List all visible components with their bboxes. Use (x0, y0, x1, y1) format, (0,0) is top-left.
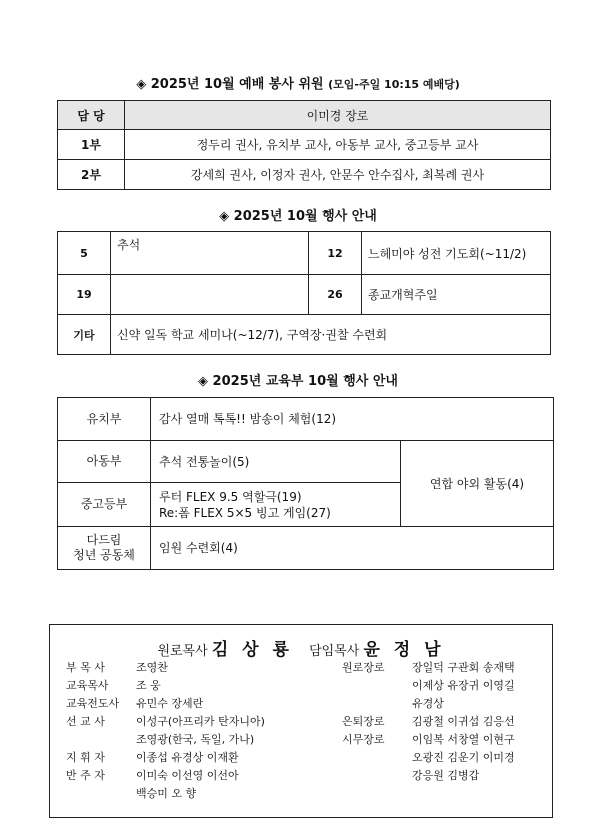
staff-names: 이임복 서창열 이현구 (412, 733, 515, 746)
education-row (58, 398, 554, 441)
staff-role: 부 목 사 (66, 661, 105, 674)
staff-names: 강응원 김병갑 (412, 769, 480, 782)
worship-title-text: ◈ 2025년 10월 예배 봉사 위원 (136, 77, 324, 92)
staff-left-row (66, 695, 203, 711)
events-table (57, 231, 551, 355)
emeritus-label: 원로목사 (157, 644, 208, 659)
worship-table (57, 100, 551, 190)
education-activity: 감사 열매 톡톡!! 밤송이 체험(12) (151, 398, 554, 441)
staff-role: 지 휘 자 (66, 751, 105, 764)
events-etc-row (58, 315, 551, 355)
education-dept-line: 다드림 (86, 533, 122, 547)
staff-names: 오광진 김운기 이미경 (412, 751, 515, 764)
staff-names: 김광철 이귀섭 김응선 (412, 715, 515, 728)
staff-left-row (66, 677, 161, 693)
staff-role: 반 주 자 (66, 769, 105, 782)
worship-note: (모임-주일 10:15 예배당) (328, 78, 460, 91)
events-row (58, 275, 551, 315)
staff-names: 조 웅 (136, 679, 161, 692)
education-table (57, 397, 554, 570)
event-text (111, 275, 309, 315)
staff-left-row (66, 785, 196, 801)
event-text: 추석 (111, 232, 309, 275)
staff-right-row (342, 749, 515, 765)
worship-row-label: 2부 (58, 160, 125, 190)
staff-heading (50, 635, 552, 660)
staff-role: 교육전도사 (66, 697, 120, 710)
worship-row-value: 정두리 권사, 유치부 교사, 아동부 교사, 중고등부 교사 (125, 130, 551, 160)
staff-names: 이성구(아프리카 탄자니아) (136, 715, 265, 728)
emeritus-name: 김 상 룡 (211, 640, 293, 660)
worship-header-value: 이미경 장로 (125, 101, 551, 130)
education-row (58, 441, 554, 483)
staff-right-row (342, 677, 515, 693)
staff-left-row (66, 749, 239, 765)
event-date: 26 (309, 275, 362, 315)
staff-right-row (342, 767, 479, 783)
staff-role: 시무장로 (342, 733, 385, 746)
event-text: 종교개혁주일 (362, 275, 551, 315)
worship-title (0, 73, 596, 92)
education-dept: 유치부 (58, 398, 151, 441)
education-dept: 아동부 (58, 441, 151, 483)
worship-row (58, 160, 551, 190)
staff-names: 유민수 장세란 (136, 697, 204, 710)
staff-left-row (66, 731, 254, 747)
education-row (58, 527, 554, 570)
staff-role: 교육목사 (66, 679, 109, 692)
education-joint-activity: 연합 야외 활동(4) (401, 441, 554, 527)
event-date: 19 (58, 275, 111, 315)
education-activity (151, 483, 401, 527)
events-row (58, 232, 551, 275)
staff-left-row (66, 767, 239, 783)
education-dept: 중고등부 (58, 483, 151, 527)
event-etc-value: 신약 일독 학교 세미나(~12/7), 구역장·권찰 수련회 (111, 315, 551, 355)
worship-header-row (58, 101, 551, 130)
events-title: ◈ 2025년 10월 행사 안내 (219, 209, 377, 224)
education-activity-line: 루터 FLEX 9.5 역할극(19) (159, 489, 302, 504)
education-title: ◈ 2025년 교육부 10월 행사 안내 (198, 374, 398, 389)
worship-header-label: 담 당 (58, 101, 125, 130)
staff-left-row (66, 659, 168, 675)
staff-names: 유경상 (412, 697, 444, 710)
staff-names: 장일덕 구관회 송재택 (412, 661, 515, 674)
senior-label: 담임목사 (309, 644, 360, 659)
staff-names: 이미숙 이선영 이선아 (136, 769, 239, 782)
worship-row-label: 1부 (58, 130, 125, 160)
event-etc-label: 기타 (58, 315, 111, 355)
education-activity: 추석 전통놀이(5) (151, 441, 401, 483)
staff-left-row (66, 713, 265, 729)
education-dept-line: 청년 공동체 (73, 548, 135, 562)
staff-names: 이종섭 유경상 이재환 (136, 751, 239, 764)
staff-names: 조영광(한국, 독일, 가나) (136, 733, 255, 746)
worship-row-value: 강세희 권사, 이정자 권사, 안문수 안수집사, 최복례 권사 (125, 160, 551, 190)
staff-right-row (342, 695, 444, 711)
worship-row (58, 130, 551, 160)
staff-right-row (342, 713, 515, 729)
staff-role: 은퇴장로 (342, 715, 385, 728)
education-dept (58, 527, 151, 570)
event-date: 5 (58, 232, 111, 275)
staff-right-row (342, 731, 515, 747)
event-date: 12 (309, 232, 362, 275)
staff-role: 원로장로 (342, 661, 385, 674)
staff-box (49, 624, 553, 818)
education-activity: 임원 수련회(4) (151, 527, 554, 570)
senior-name: 윤 정 남 (363, 640, 445, 660)
staff-right-row (342, 659, 515, 675)
staff-names: 조영찬 (136, 661, 168, 674)
staff-role: 선 교 사 (66, 715, 105, 728)
event-text: 느헤미야 성전 기도회(~11/2) (362, 232, 551, 275)
staff-names: 이제상 유장귀 이영길 (412, 679, 515, 692)
staff-names: 백승미 오 향 (136, 787, 197, 800)
education-activity-line: Re:폼 FLEX 5×5 빙고 게임(27) (159, 505, 331, 520)
